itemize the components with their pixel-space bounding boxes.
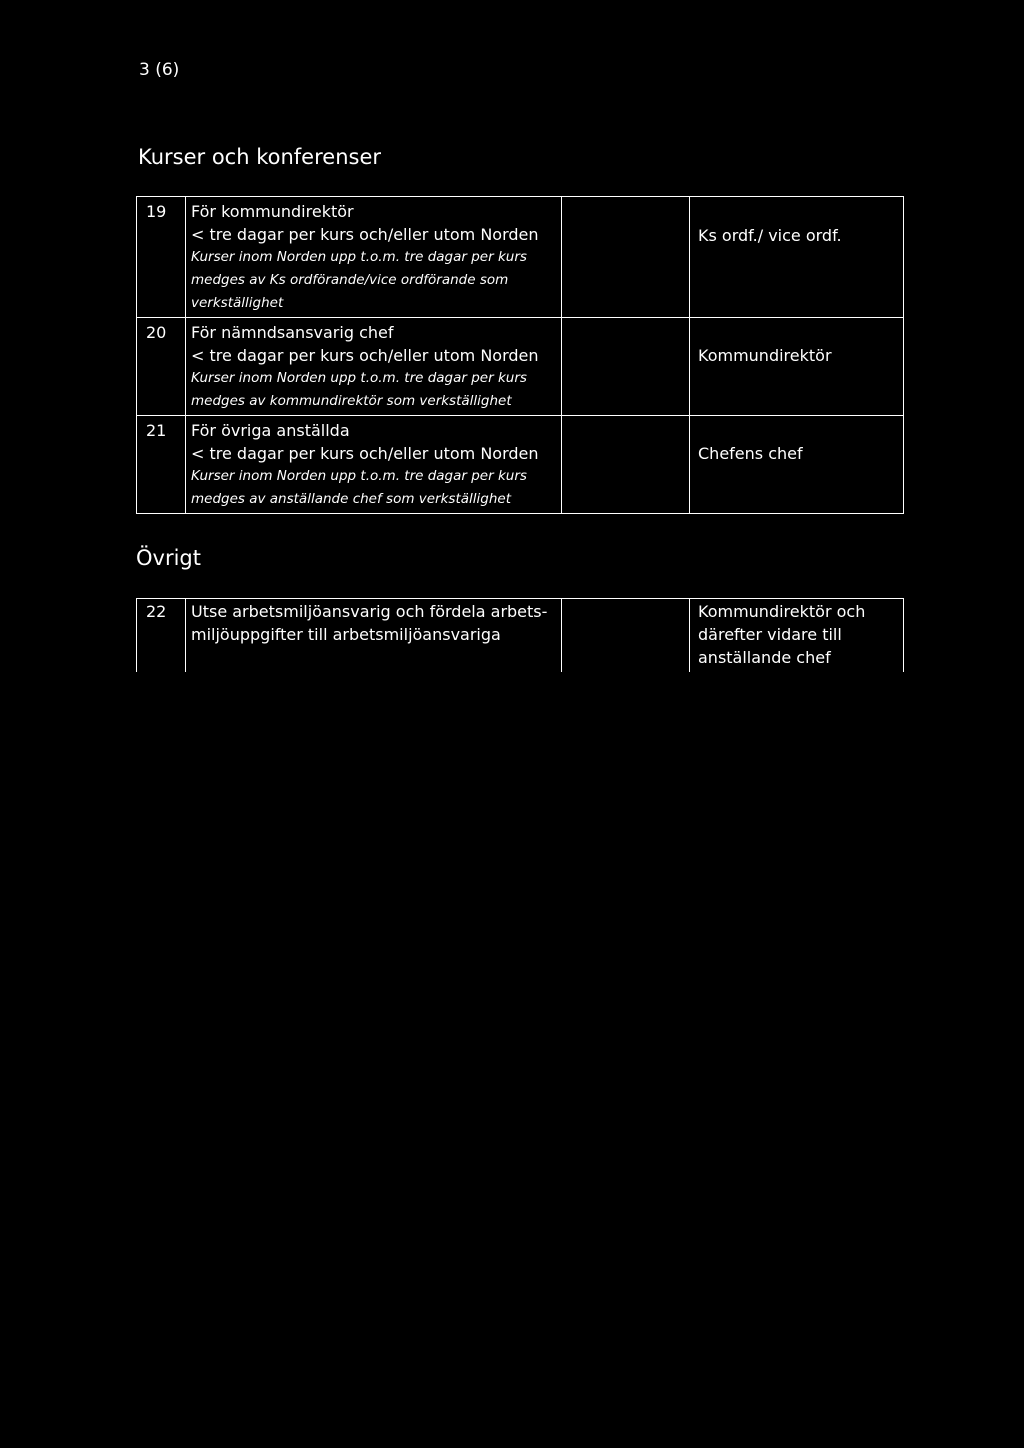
empty-cell	[562, 197, 690, 318]
delegation-table-ovrigt	[136, 598, 904, 672]
row-condition: < tre dagar per kurs och/eller utom Norden	[191, 225, 539, 244]
table-row	[137, 599, 904, 672]
row-description	[186, 318, 562, 416]
row-title: För nämndsansvarig chef	[191, 323, 394, 342]
delegate-text: Ks ordf./ vice ordf.	[698, 226, 842, 245]
row-number: 20	[137, 318, 186, 416]
delegate-text: Kommundirektör	[698, 346, 832, 365]
row-delegate	[690, 197, 904, 318]
row-title: För övriga anställda	[191, 421, 350, 440]
row-description	[186, 599, 562, 672]
delegate-text: Kommundirektör och därefter vidare till anställande chef	[698, 602, 866, 667]
empty-cell	[562, 318, 690, 416]
row-title: Utse arbetsmiljöansvarig och fördela arbets-miljöuppgifter till arbetsmiljöansvariga	[191, 602, 548, 644]
row-number: 21	[137, 416, 186, 514]
section-heading-ovrigt: Övrigt	[136, 546, 201, 570]
row-note: Kurser inom Norden upp t.o.m. tre dagar per kurs medges av Ks ordförande/vice ordförande som verkställighet	[191, 249, 527, 311]
row-description	[186, 197, 562, 318]
section-heading-kurser: Kurser och konferenser	[138, 145, 381, 169]
table-row	[137, 197, 904, 318]
row-number: 19	[137, 197, 186, 318]
row-delegate	[690, 416, 904, 514]
row-condition: < tre dagar per kurs och/eller utom Norden	[191, 346, 539, 365]
page-number: 3 (6)	[139, 60, 180, 80]
table-row	[137, 416, 904, 514]
row-delegate	[690, 318, 904, 416]
row-note: Kurser inom Norden upp t.o.m. tre dagar per kurs medges av kommundirektör som verkställighet	[191, 370, 527, 409]
table-row	[137, 318, 904, 416]
row-number: 22	[137, 599, 186, 672]
row-delegate	[690, 599, 904, 672]
empty-cell	[562, 599, 690, 672]
row-title: För kommundirektör	[191, 202, 354, 221]
delegation-table-kurser	[136, 196, 904, 514]
row-description	[186, 416, 562, 514]
row-note: Kurser inom Norden upp t.o.m. tre dagar per kurs medges av anställande chef som verkställighet	[191, 468, 527, 507]
row-condition: < tre dagar per kurs och/eller utom Norden	[191, 444, 539, 463]
empty-cell	[562, 416, 690, 514]
delegate-text: Chefens chef	[698, 444, 803, 463]
